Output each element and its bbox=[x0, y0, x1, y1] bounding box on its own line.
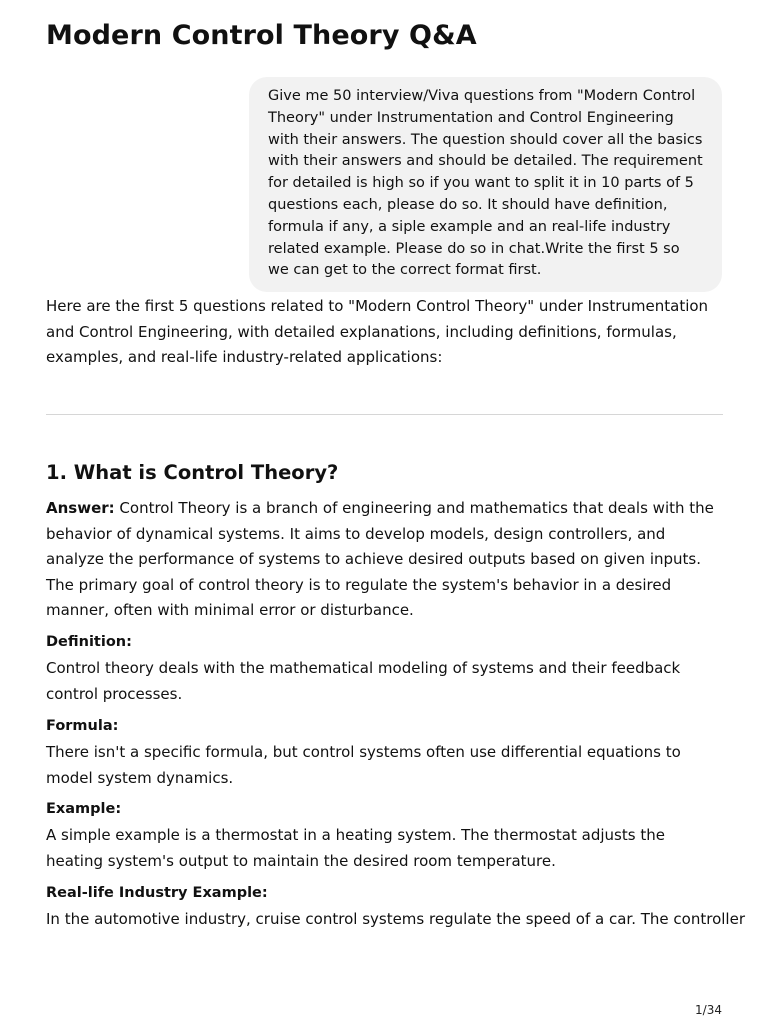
definition-label: Definition: bbox=[46, 634, 132, 650]
formula-label: Formula: bbox=[46, 718, 119, 734]
question-heading: 1. What is Control Theory? bbox=[46, 461, 339, 484]
example-text: A simple example is a thermostat in a heating system. The thermostat adjusts the heating system's output to maintain the desired room temperature. bbox=[46, 826, 665, 870]
answer-paragraph bbox=[46, 496, 723, 624]
response-intro: Here are the first 5 questions related to "Modern Control Theory" under Instrumentation and Control Engineering, with detailed explanations, including definitions, formulas, examples, and real-life industry-related applications: bbox=[46, 297, 709, 366]
industry-example-text: In the automotive industry, cruise control systems regulate the speed of a car. The controller bbox=[46, 910, 745, 928]
answer-label: Answer: bbox=[46, 499, 115, 517]
answer-text: Control Theory is a branch of engineering and mathematics that deals with the behavior of dynamical systems. It aims to develop models, design controllers, and analyze the performance of systems to achieve desired outputs based on given inputs. The primary goal of control theory is to regulate the system's behavior in a desired manner, often with minimal error or disturbance. bbox=[46, 499, 714, 619]
page-number: 1/34 bbox=[695, 1003, 722, 1017]
section-divider bbox=[46, 414, 723, 415]
page-title: Modern Control Theory Q&A bbox=[46, 20, 477, 51]
industry-example-label: Real-life Industry Example: bbox=[46, 885, 268, 901]
user-message-text: Give me 50 interview/Viva questions from "Modern Control Theory" under Instrumentation and Control Engineering with their answers. The question should cover all the basics with their answers and should be detailed. The requirement for detailed is high so if you want to split it in 10 parts of 5 questions each, please do so. It should have definition, formula if any, a siple example and an real-life industry related example. Please do so in chat.Write the first 5 so we can get to the correct format first. bbox=[268, 88, 703, 279]
example-label: Example: bbox=[46, 801, 122, 817]
user-message-bubble bbox=[249, 77, 722, 292]
formula-text: There isn't a specific formula, but control systems often use differential equations to model system dynamics. bbox=[46, 743, 681, 787]
definition-text: Control theory deals with the mathematical modeling of systems and their feedback control processes. bbox=[46, 659, 681, 703]
